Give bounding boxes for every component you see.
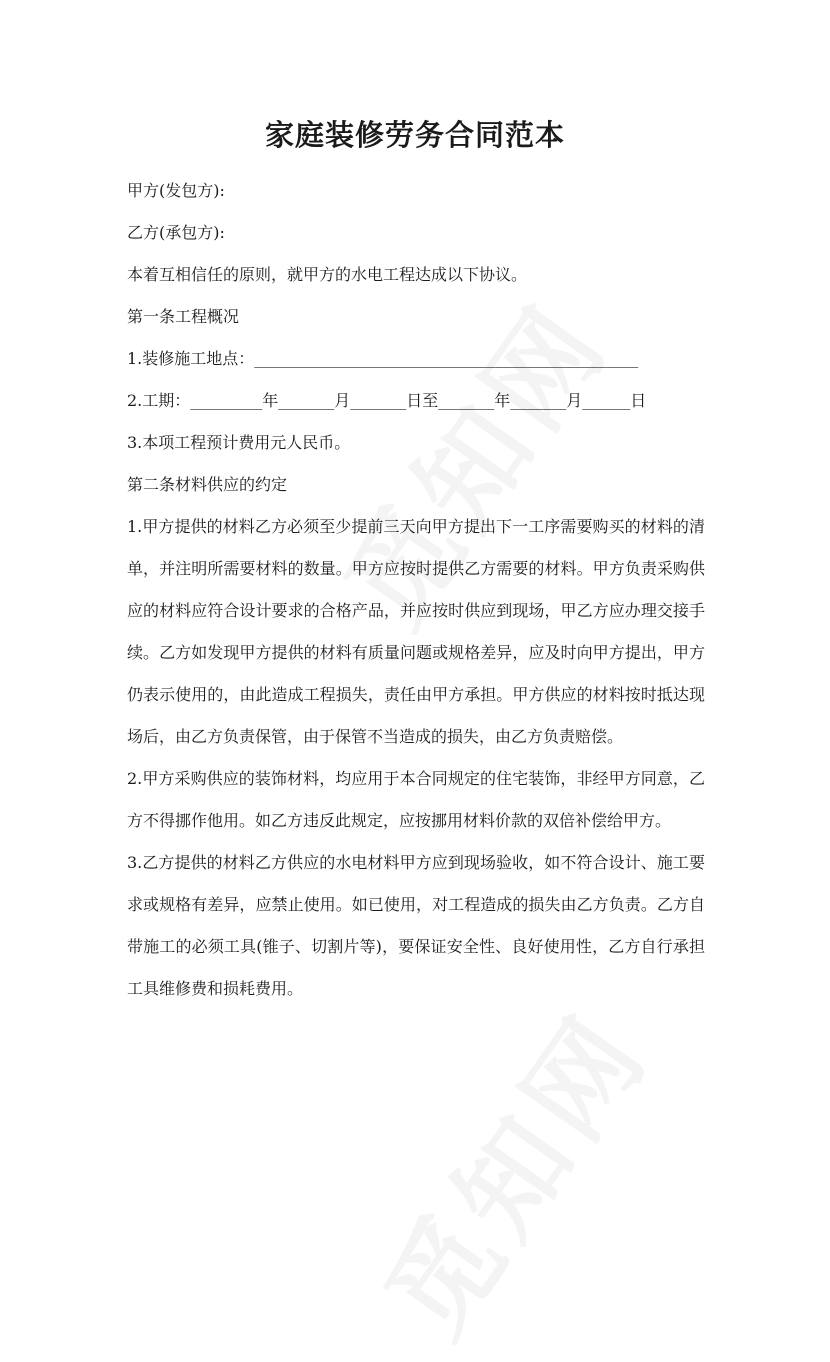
party-a-line: 甲方(发包方): [127, 181, 225, 200]
article-1-heading: 第一条工程概况 [127, 307, 240, 326]
intro-line: 本着互相信任的原则，就甲方的水电工程达成以下协议。 [127, 265, 528, 284]
article-2-item-1: 1.甲方提供的材料乙方必须至少提前三天向甲方提出下一工序需要购买的材料的清单，并注明所需要材料的数量。甲方应按时提供乙方需要的材料。甲方负责采购供应的材料应符合设计要求的合格产品，并应按时供应到现场，甲乙方应办理交接手续。乙方如发现甲方提供的材料有质量问题或规格差异，应及时向甲方提出，甲方仍表示使用的，由此造成工程损失，责任由甲方承担。甲方供应的材料按时抵达现场后，由乙方负责保管，由于保管不当造成的损失，由乙方负责赔偿。 [127, 517, 705, 746]
document-body [127, 170, 705, 1010]
watermark-bottom [342, 976, 678, 1362]
article-2-item-2: 2.甲方采购供应的装饰材料，均应用于本合同规定的住宅装饰，非经甲方同意，乙方不得挪作他用。如乙方违反此规定，应按挪用材料价款的双倍补偿给甲方。 [127, 769, 705, 830]
party-b-line: 乙方(承包方): [127, 223, 225, 242]
document-title: 家庭装修劳务合同范本 [264, 118, 565, 152]
article-1-item-3: 3.本项工程预计费用元人民币。 [127, 433, 351, 452]
article-1-item-1: 1.装修施工地点：________________________________________________ [127, 349, 639, 368]
article-1-item-2: 2.工期：_________年_______月_______日至_______年_______月______日 [127, 391, 647, 410]
article-2-heading: 第二条材料供应的约定 [127, 475, 288, 494]
article-2-item-3: 3.乙方提供的材料乙方供应的水电材料甲方应到现场验收，如不符合设计、施工要求或规格有差异，应禁止使用。如已使用，对工程造成的损失由乙方负责。乙方自带施工的必须工具(锥子、切割片等)，要保证安全性、良好使用性，乙方自行承担工具维修费和损耗费用。 [127, 853, 705, 998]
